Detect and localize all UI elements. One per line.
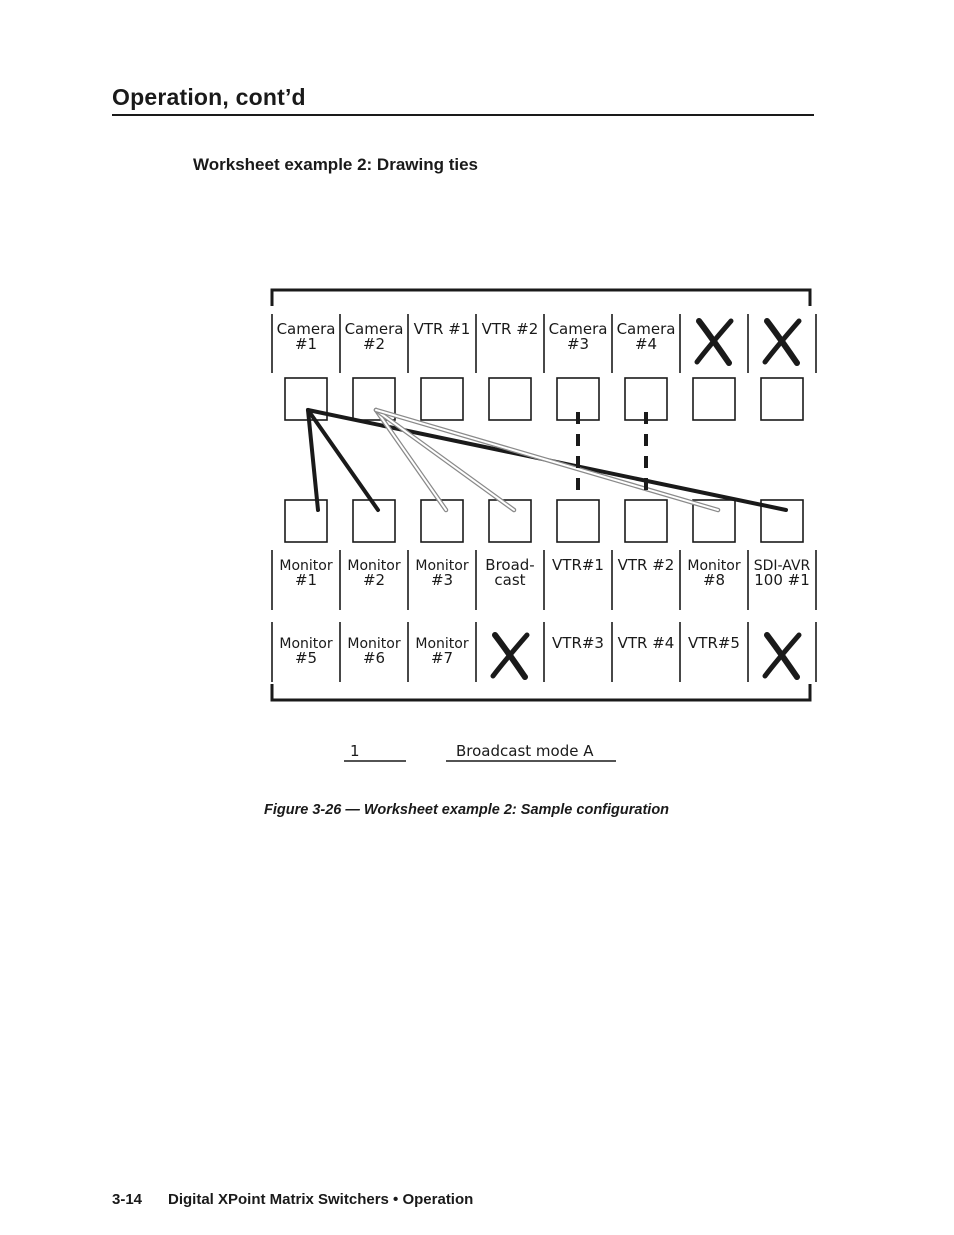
input-button xyxy=(761,378,803,420)
output-row1-label: #2 xyxy=(362,571,386,589)
preset-number: 1 xyxy=(350,742,360,760)
preset-name: Broadcast mode A xyxy=(456,742,594,760)
input-label: VTR #1 xyxy=(413,320,471,338)
output-row1-label: cast xyxy=(494,571,526,589)
output-row1-label: Monitor xyxy=(687,558,741,574)
footer-page-number: 3-14 xyxy=(112,1191,143,1208)
bracket-top xyxy=(272,290,810,306)
output-row1-label: #8 xyxy=(702,571,726,589)
output-button xyxy=(557,500,599,542)
output-row2-label: #5 xyxy=(294,649,318,667)
output-row2-label: Monitor xyxy=(347,636,401,652)
output-row2-label: #6 xyxy=(362,649,386,667)
output-row1-label: Monitor xyxy=(279,558,333,574)
output-row2-blocked-x-icon xyxy=(493,635,527,677)
input-label: #1 xyxy=(294,335,318,353)
worksheet-diagram xyxy=(262,280,822,760)
output-row1-label: SDI-AVR xyxy=(753,558,811,574)
figure-caption: Figure 3-26 — Worksheet example 2: Sample configuration xyxy=(264,802,670,818)
output-row2-label: #7 xyxy=(430,649,454,667)
input-label: Camera xyxy=(548,320,608,338)
output-button xyxy=(625,500,667,542)
outline-tie-line-inner xyxy=(376,410,514,510)
section-title: Worksheet example 2: Drawing ties xyxy=(193,155,479,174)
input-button xyxy=(693,378,735,420)
footer-text: Digital XPoint Matrix Switchers • Operation xyxy=(168,1191,474,1208)
output-row1-label: VTR #2 xyxy=(617,556,675,574)
input-label: #2 xyxy=(362,335,386,353)
header-rule xyxy=(112,114,814,116)
output-row2-label: VTR#3 xyxy=(552,634,604,652)
output-row2-label: Monitor xyxy=(279,636,333,652)
output-row1-label: Monitor xyxy=(415,558,469,574)
input-label: Camera xyxy=(276,320,336,338)
output-row1-label: #3 xyxy=(430,571,454,589)
input-blocked-x-icon xyxy=(765,321,799,363)
input-button xyxy=(489,378,531,420)
input-label: #3 xyxy=(566,335,590,353)
page-footer xyxy=(112,1191,473,1208)
output-row1-label: 100 #1 xyxy=(754,571,810,589)
bracket-bottom xyxy=(272,684,810,700)
input-label: #4 xyxy=(634,335,658,353)
input-label: Camera xyxy=(616,320,676,338)
output-row2-blocked-x-icon xyxy=(765,635,799,677)
output-row1-label: #1 xyxy=(294,571,318,589)
output-row2-label: VTR#5 xyxy=(688,634,740,652)
input-blocked-x-icon xyxy=(697,321,731,363)
outline-tie-line-inner xyxy=(376,410,718,510)
output-row1-label: VTR#1 xyxy=(552,556,604,574)
output-row1-label: Broad- xyxy=(485,556,535,574)
outline-tie-line-inner xyxy=(376,410,446,510)
page-header-title: Operation, cont’d xyxy=(112,84,306,110)
input-button xyxy=(421,378,463,420)
input-label: Camera xyxy=(344,320,404,338)
output-button xyxy=(285,500,327,542)
input-label: VTR #2 xyxy=(481,320,539,338)
output-row1-label: Monitor xyxy=(347,558,401,574)
output-row2-label: VTR #4 xyxy=(617,634,675,652)
output-row2-label: Monitor xyxy=(415,636,469,652)
